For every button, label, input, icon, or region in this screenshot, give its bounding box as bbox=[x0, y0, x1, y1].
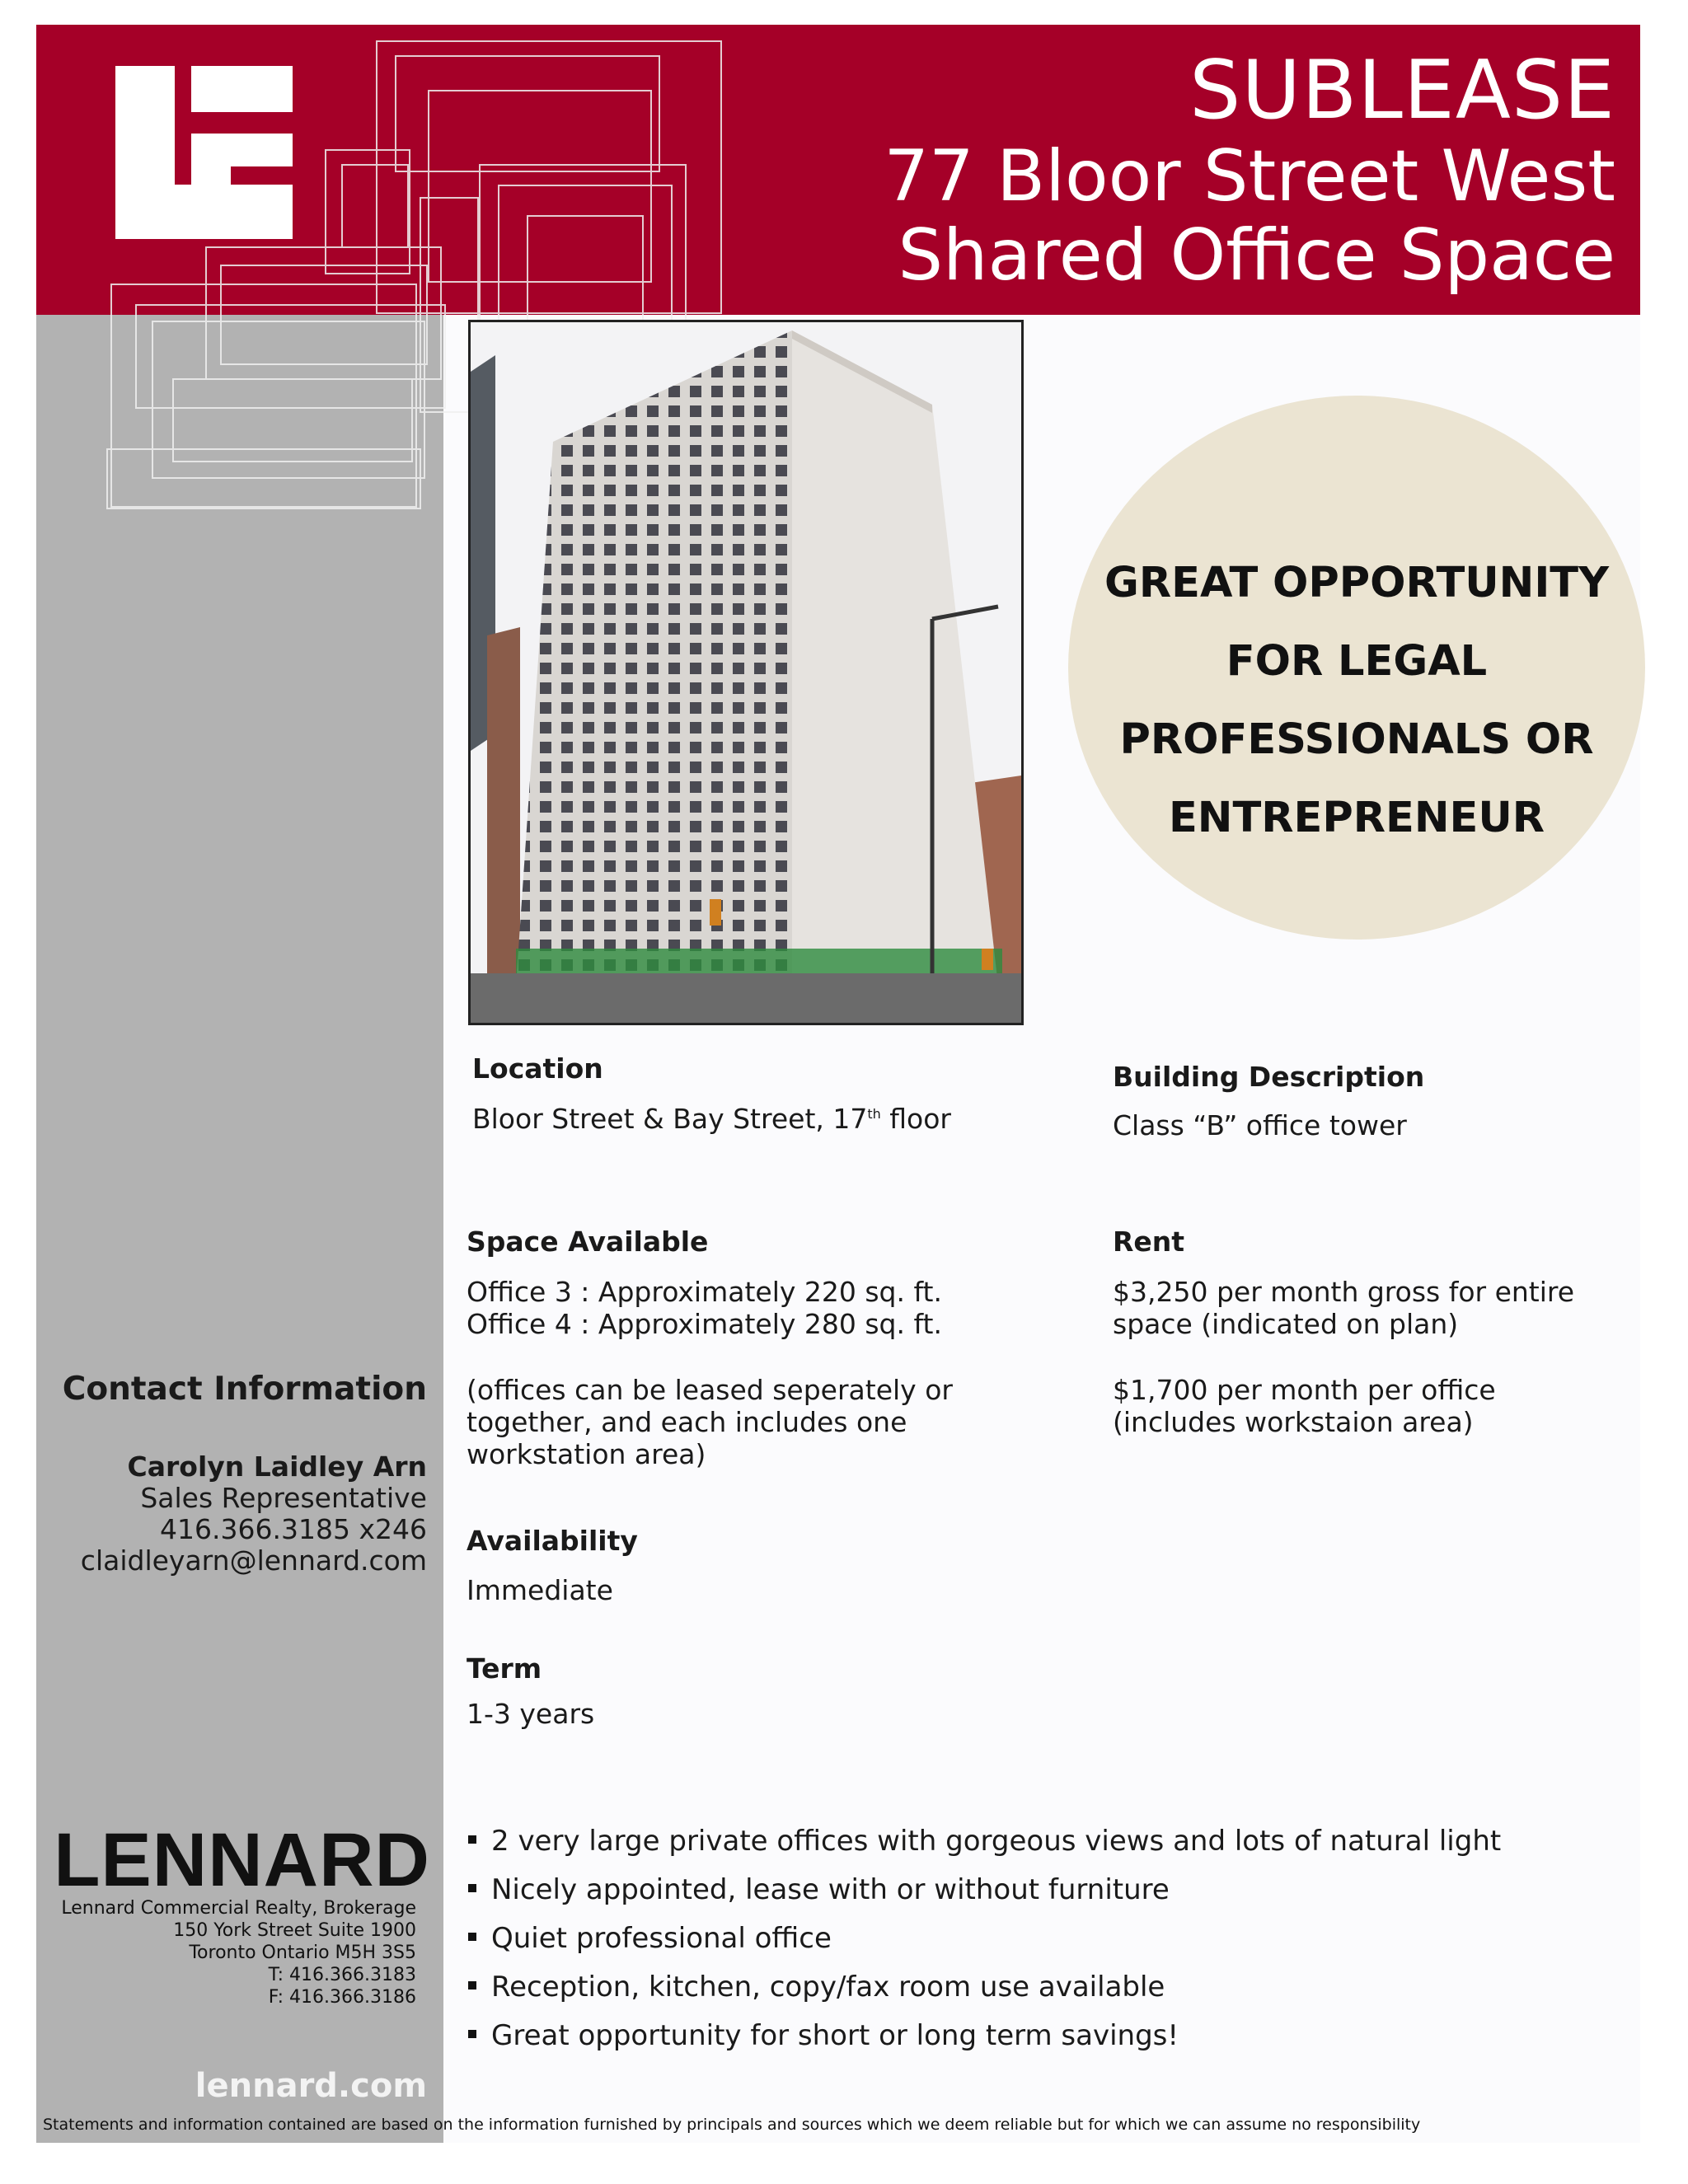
company-street: 150 York Street Suite 1900 bbox=[173, 1920, 416, 1941]
building-text: Class “B” office tower bbox=[1113, 1109, 1407, 1141]
title-space-type: Shared Office Space bbox=[898, 214, 1615, 298]
highlight-line: FOR LEGAL bbox=[1226, 637, 1488, 686]
rent-line: $3,250 per month gross for entire bbox=[1113, 1276, 1575, 1308]
rent-heading: Rent bbox=[1113, 1226, 1185, 1258]
company-fax: F: 416.366.3186 bbox=[268, 1987, 416, 2008]
contact-title: Sales Representative bbox=[140, 1482, 427, 1514]
contact-phone[interactable]: 416.366.3185 x246 bbox=[160, 1513, 427, 1545]
list-item bbox=[468, 1866, 1501, 1915]
availability-heading: Availability bbox=[467, 1525, 638, 1557]
space-office-4: Office 4 : Approximately 280 sq. ft. bbox=[467, 1308, 942, 1340]
space-heading: Space Available bbox=[467, 1226, 709, 1258]
list-item bbox=[468, 2012, 1501, 2060]
availability-text: Immediate bbox=[467, 1574, 613, 1606]
header-title bbox=[884, 44, 1615, 298]
bullet-icon bbox=[468, 1981, 476, 1990]
location-heading: Location bbox=[472, 1052, 603, 1085]
website-link[interactable]: lennard.com bbox=[195, 2067, 427, 2105]
list-item bbox=[468, 1915, 1501, 1963]
bullet-icon bbox=[468, 1884, 476, 1892]
list-item bbox=[468, 1963, 1501, 2012]
location-floor-suffix: th bbox=[867, 1106, 881, 1122]
contact-heading: Contact Information bbox=[62, 1371, 427, 1408]
company-city: Toronto Ontario M5H 3S5 bbox=[189, 1943, 416, 1963]
contact-name: Carolyn Laidley Arn bbox=[127, 1451, 427, 1483]
term-heading: Term bbox=[467, 1652, 542, 1685]
feature-list bbox=[468, 1817, 1501, 2060]
disclaimer: Statements and information contained are based on the information furnished by principals and sources which we deem reliable but for which we can assume no responsibility bbox=[43, 2116, 1421, 2134]
feature-text: Reception, kitchen, copy/fax room use available bbox=[491, 1971, 1165, 2004]
highlight-line: PROFESSIONALS OR bbox=[1119, 715, 1594, 764]
highlight-line: GREAT OPPORTUNITY bbox=[1104, 559, 1610, 607]
space-note: together, and each includes one bbox=[467, 1406, 907, 1438]
title-sublease: SUBLEASE bbox=[1189, 44, 1615, 138]
building-photo bbox=[468, 320, 1024, 1025]
contact-email[interactable]: claidleyarn@lennard.com bbox=[80, 1544, 427, 1577]
feature-text: 2 very large private offices with gorgeous views and lots of natural light bbox=[491, 1825, 1502, 1858]
title-address: 77 Bloor Street West bbox=[884, 134, 1615, 218]
bullet-icon bbox=[468, 1835, 476, 1844]
highlight-text bbox=[1068, 544, 1645, 857]
rent-line: space (indicated on plan) bbox=[1113, 1308, 1459, 1340]
location-floor: floor bbox=[880, 1103, 952, 1135]
bullet-icon bbox=[468, 1933, 476, 1941]
company-phone: T: 416.366.3183 bbox=[268, 1965, 416, 1985]
bullet-icon bbox=[468, 2030, 476, 2038]
rent-line: (includes workstaion area) bbox=[1113, 1406, 1474, 1438]
term-text: 1-3 years bbox=[467, 1698, 595, 1730]
rent-line: $1,700 per month per office bbox=[1113, 1374, 1496, 1406]
company-address bbox=[61, 1897, 416, 2008]
feature-text: Quiet professional office bbox=[491, 1922, 832, 1955]
feature-text: Great opportunity for short or long term savings! bbox=[491, 2019, 1179, 2052]
building-heading: Building Description bbox=[1113, 1061, 1425, 1093]
lennard-logo: LENNARD bbox=[54, 1818, 430, 1902]
space-note: (offices can be leased seperately or bbox=[467, 1374, 953, 1406]
space-note: workstation area) bbox=[467, 1438, 706, 1470]
highlight-line: ENTREPRENEUR bbox=[1168, 794, 1545, 842]
company-name: Lennard Commercial Realty, Brokerage bbox=[61, 1898, 416, 1919]
lc-logo-icon bbox=[115, 66, 293, 239]
location-text bbox=[472, 1103, 951, 1135]
feature-text: Nicely appointed, lease with or without furniture bbox=[491, 1873, 1170, 1906]
location-street: Bloor Street & Bay Street, 17 bbox=[472, 1103, 868, 1135]
list-item bbox=[468, 1817, 1501, 1866]
space-office-3: Office 3 : Approximately 220 sq. ft. bbox=[467, 1276, 942, 1308]
